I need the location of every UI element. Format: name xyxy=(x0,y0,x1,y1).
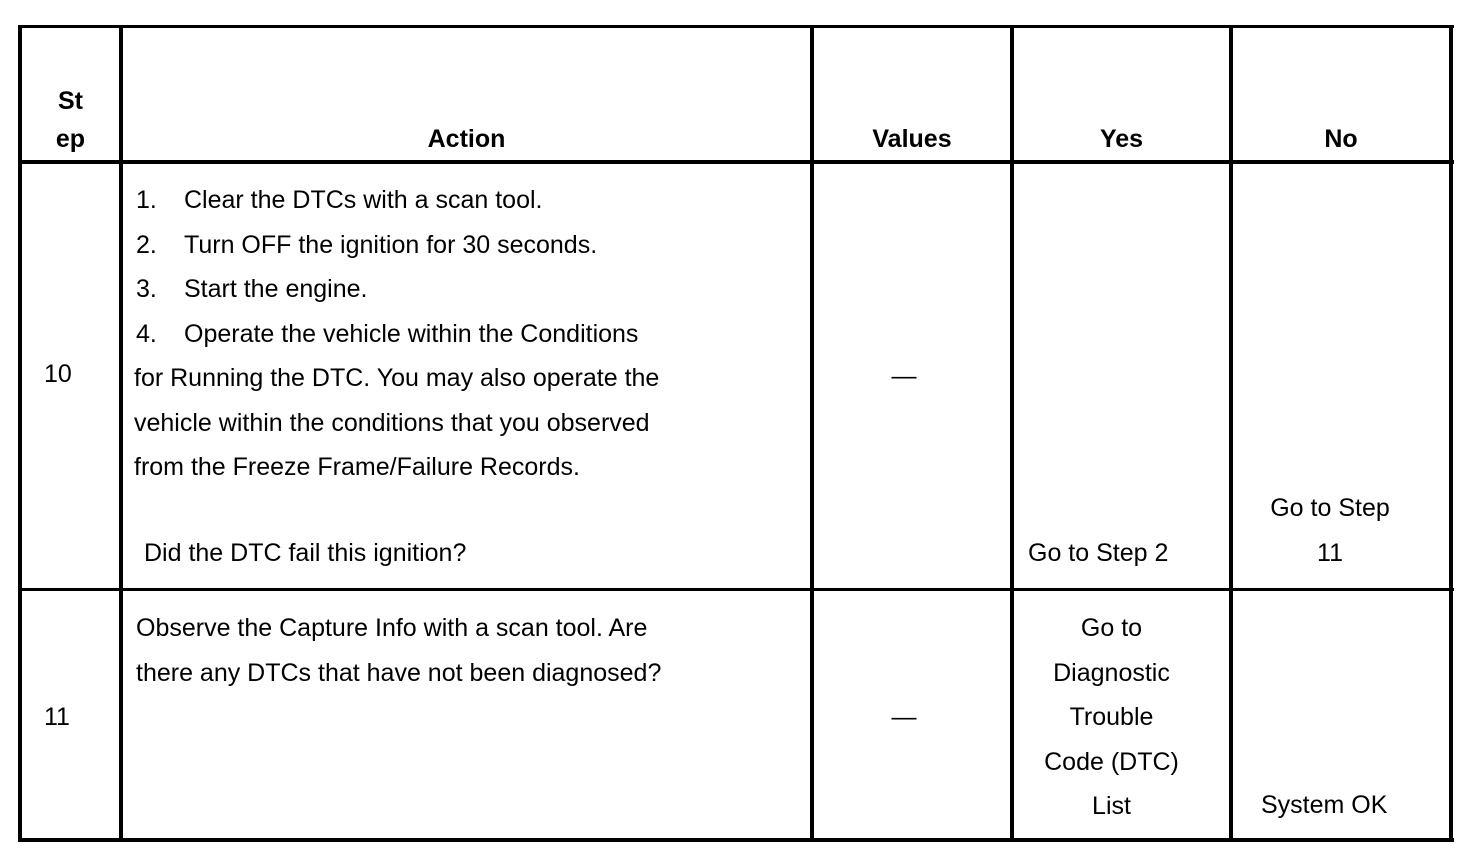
list-item-number: 2. xyxy=(136,230,157,259)
list-item-text: Clear the DTCs with a scan tool. xyxy=(184,186,543,214)
header-divider xyxy=(18,160,1454,164)
table-border-top xyxy=(18,25,1454,28)
header-action: Action xyxy=(427,125,506,153)
no-cell-line: Go to Step xyxy=(1270,494,1390,522)
action-text-line: there any DTCs that have not been diagnosed? xyxy=(136,658,662,687)
yes-cell-line: List xyxy=(1092,792,1131,820)
no-cell: System OK xyxy=(1261,791,1388,819)
no-cell xyxy=(1233,486,1427,575)
header-values: Values xyxy=(872,125,952,153)
yes-cell-line: Diagnostic xyxy=(1053,658,1170,687)
action-text-line: vehicle within the conditions that you observed xyxy=(134,408,650,437)
action-cell xyxy=(136,178,806,490)
action-text-line: for Running the DTC. You may also operate the xyxy=(134,364,660,392)
list-item-text: Start the engine. xyxy=(184,275,368,303)
list-item-number: 4. xyxy=(136,319,157,348)
list-item xyxy=(136,178,806,223)
list-item xyxy=(136,312,806,357)
col-line-5 xyxy=(1449,25,1453,842)
list-item xyxy=(136,267,806,312)
header-step-line1: St xyxy=(58,87,83,115)
table-border-bottom xyxy=(18,838,1454,842)
yes-cell-line: Go to xyxy=(1080,614,1143,642)
step-number: 11 xyxy=(44,703,70,731)
step-number: 10 xyxy=(44,360,72,388)
yes-cell xyxy=(1014,606,1209,829)
yes-cell: Go to Step 2 xyxy=(1028,539,1169,567)
action-cell xyxy=(136,606,806,695)
header-no: No xyxy=(1324,125,1358,153)
header-yes: Yes xyxy=(1099,125,1144,153)
action-text-line: from the Freeze Frame/Failure Records. xyxy=(134,453,580,481)
header-step xyxy=(22,82,119,158)
action-question: Did the DTC fail this ignition? xyxy=(144,539,467,567)
no-cell-line: 11 xyxy=(1317,538,1343,567)
yes-cell-line: Code (DTC) xyxy=(1044,747,1179,776)
values-cell: — xyxy=(891,703,917,731)
list-item-text: Turn OFF the ignition for 30 seconds. xyxy=(184,230,598,259)
list-item-text: Operate the vehicle within the Conditions xyxy=(184,319,639,348)
action-text-line: Observe the Capture Info with a scan tool. Are xyxy=(136,614,648,642)
values-cell: — xyxy=(891,362,917,390)
yes-cell-line: Trouble xyxy=(1069,703,1154,731)
row-divider xyxy=(18,588,1454,591)
list-item xyxy=(136,223,806,268)
list-item-number: 3. xyxy=(136,275,157,303)
list-item-number: 1. xyxy=(136,186,157,214)
header-step-line2: ep xyxy=(55,125,86,153)
